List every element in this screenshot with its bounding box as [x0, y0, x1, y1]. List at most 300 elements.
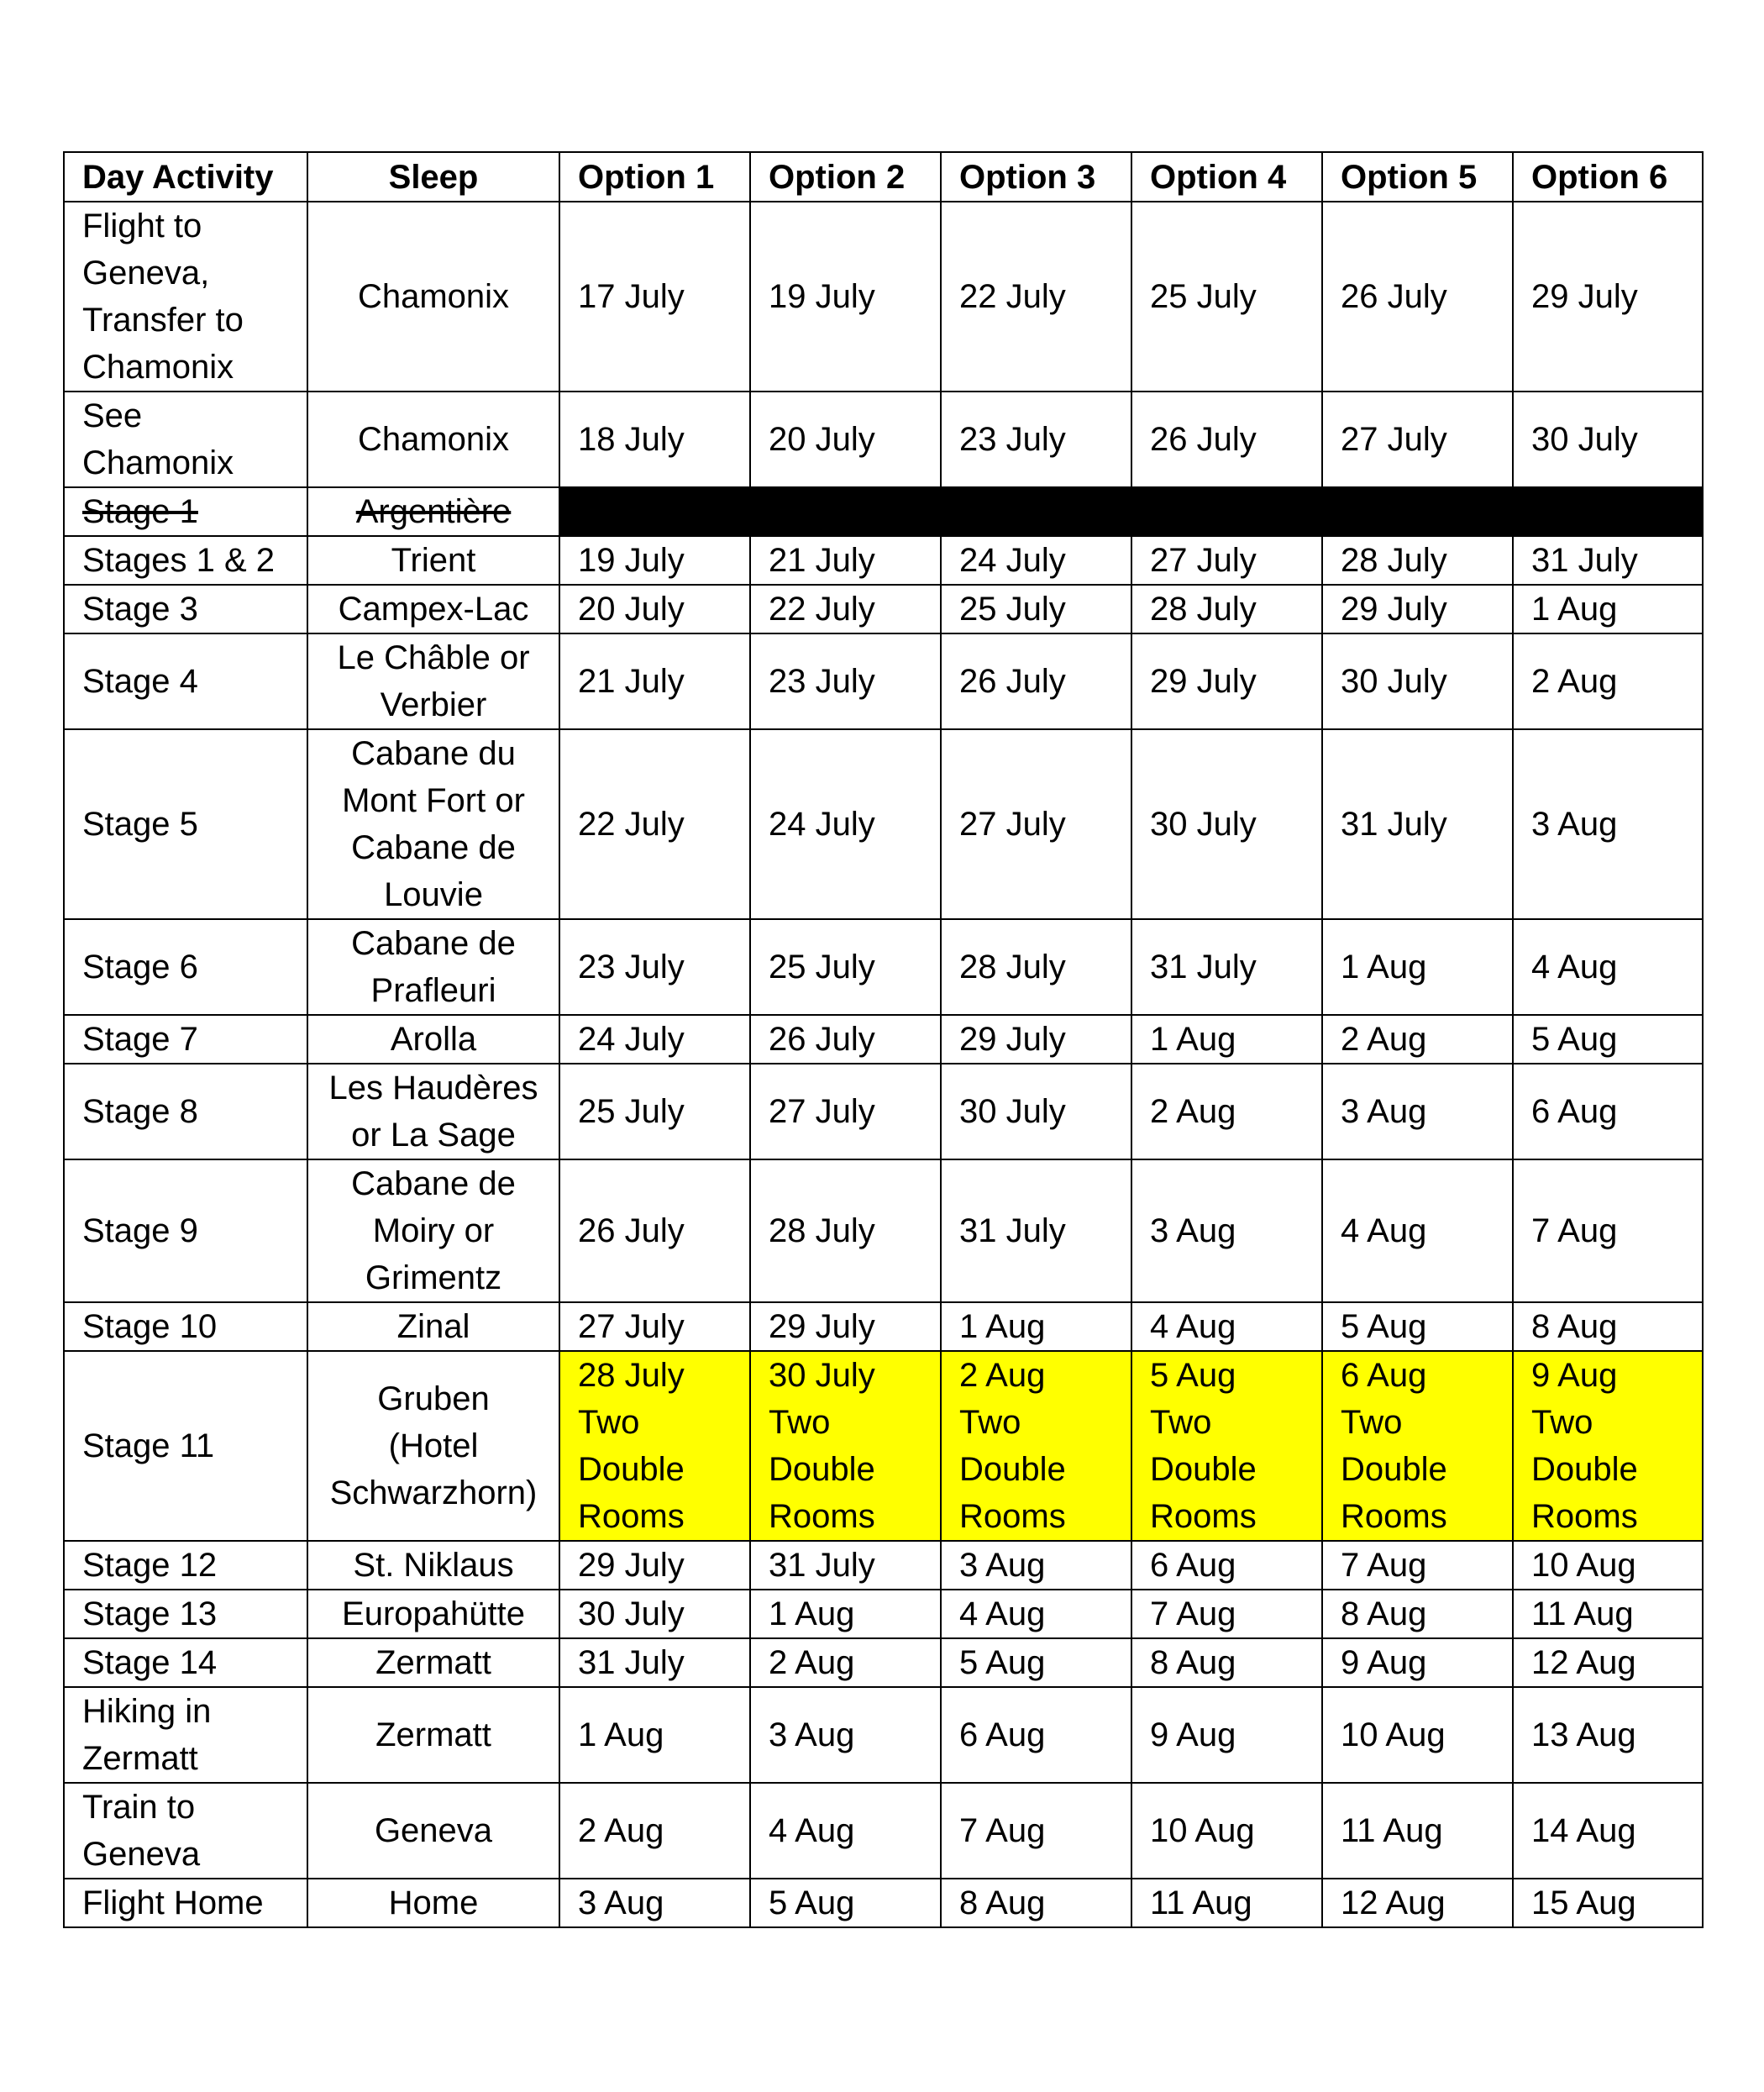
option-date-cell [559, 1302, 750, 1351]
option-date-cell [1322, 1302, 1513, 1351]
sleep-location-text: Chamonix [357, 278, 510, 315]
option-date-text: 18 July [578, 421, 685, 458]
option-date-text: 11 Aug [1150, 1884, 1252, 1921]
option-date-cell [750, 585, 941, 633]
sleep-location-text: Cabane de [351, 829, 516, 866]
option-date-cell [559, 1064, 750, 1159]
option-date-cell [1513, 1879, 1703, 1927]
blocked-date-cell [559, 487, 750, 536]
day-activity-cell [64, 1783, 307, 1879]
room-note-text: Two [1531, 1404, 1593, 1441]
table-row [64, 1638, 1703, 1687]
option-date-cell [750, 633, 941, 729]
option-date-text: 10 Aug [1341, 1716, 1446, 1753]
option-date-cell [1131, 1302, 1322, 1351]
option-date-cell [1513, 1064, 1703, 1159]
day-activity-text: Stage 3 [82, 591, 198, 628]
day-activity-text: Geneva [82, 1836, 201, 1873]
sleep-location-cell [307, 1302, 559, 1351]
sleep-location-text: Schwarzhorn) [329, 1474, 538, 1511]
option-date-text: 1 Aug [769, 1595, 855, 1632]
option-date-cell [1131, 585, 1322, 633]
option-date-text: 27 July [959, 806, 1066, 843]
option-date-cell [941, 1302, 1131, 1351]
header-day-activity: Day Activity [64, 152, 307, 202]
sleep-location-cell [307, 1541, 559, 1590]
option-date-text: 11 Aug [1341, 1812, 1443, 1849]
option-date-text: 29 July [1531, 278, 1638, 315]
table-row [64, 202, 1703, 392]
option-date-text: 9 Aug [1341, 1644, 1427, 1681]
room-note-text: Rooms [1531, 1498, 1638, 1535]
sleep-location-text: Cabane du [351, 735, 516, 772]
option-date-text: 10 Aug [1531, 1547, 1636, 1584]
option-date-text: 7 Aug [1531, 1212, 1618, 1249]
option-date-cell [1513, 729, 1703, 919]
option-date-text: 28 July [1150, 591, 1257, 628]
room-note-text: Double [1150, 1451, 1257, 1488]
room-note-text: Rooms [769, 1498, 875, 1535]
option-date-text: 31 July [959, 1212, 1066, 1249]
option-date-cell [941, 729, 1131, 919]
option-date-cell [750, 919, 941, 1015]
table-row [64, 1879, 1703, 1927]
option-date-text: 22 July [959, 278, 1066, 315]
option-date-text: 31 July [1341, 806, 1447, 843]
option-date-text: 23 July [578, 949, 685, 986]
table-row [64, 919, 1703, 1015]
option-date-cell [1131, 1638, 1322, 1687]
day-activity-cell [64, 1064, 307, 1159]
day-activity-cell [64, 1302, 307, 1351]
day-activity-cell [64, 1159, 307, 1302]
option-date-text: 31 July [578, 1644, 685, 1681]
option-date-text: 30 July [959, 1093, 1066, 1130]
sleep-location-text: Zinal [396, 1308, 470, 1345]
option-date-text: 4 Aug [1531, 949, 1618, 986]
option-date-text: 24 July [769, 806, 875, 843]
day-activity-text: Flight Home [82, 1884, 264, 1921]
option-date-cell [1322, 536, 1513, 585]
sleep-location-text: Geneva [374, 1812, 493, 1849]
option-date-text: 19 July [769, 278, 875, 315]
table-row [64, 487, 1703, 536]
option-date-text: 6 Aug [959, 1716, 1046, 1753]
blocked-date-cell [941, 487, 1131, 536]
sleep-location-cell [307, 536, 559, 585]
sleep-location-text: Grimentz [365, 1259, 502, 1296]
room-note-text: Double [578, 1451, 685, 1488]
option-date-cell [1322, 1590, 1513, 1638]
option-date-text: 7 Aug [1341, 1547, 1427, 1584]
day-activity-cell [64, 392, 307, 487]
option-date-cell [941, 1015, 1131, 1064]
header-option-2: Option 2 [750, 152, 941, 202]
sleep-location-text: Cabane de [351, 925, 516, 962]
option-date-text: 26 July [578, 1212, 685, 1249]
table-row [64, 1351, 1703, 1541]
sleep-location-cell [307, 1687, 559, 1783]
day-activity-cell [64, 1638, 307, 1687]
option-date-text: 26 July [959, 663, 1066, 700]
option-date-text: 25 July [769, 949, 875, 986]
option-date-text: 22 July [578, 806, 685, 843]
room-note-text: Rooms [959, 1498, 1066, 1535]
day-activity-text: Stage 5 [82, 806, 198, 843]
room-note-text: Two [769, 1404, 831, 1441]
option-date-cell [1131, 536, 1322, 585]
option-date-cell [1322, 392, 1513, 487]
day-activity-cell [64, 633, 307, 729]
option-date-text: 26 July [769, 1021, 875, 1058]
sleep-location-text: Moiry or [372, 1212, 495, 1249]
option-date-text: 8 Aug [1341, 1595, 1427, 1632]
option-date-cell [1513, 1302, 1703, 1351]
option-date-text: 11 Aug [1531, 1595, 1634, 1632]
option-date-text: 12 Aug [1531, 1644, 1636, 1681]
option-date-text: 2 Aug [578, 1812, 664, 1849]
option-date-cell [559, 1590, 750, 1638]
option-date-cell [1513, 1590, 1703, 1638]
option-date-text: 30 July [769, 1357, 875, 1394]
day-activity-text: Stage 4 [82, 663, 198, 700]
table-row [64, 392, 1703, 487]
option-date-text: 30 July [1150, 806, 1257, 843]
option-date-cell [1131, 202, 1322, 392]
header-sleep: Sleep [307, 152, 559, 202]
option-date-text: 30 July [1531, 421, 1638, 458]
option-date-text: 7 Aug [1150, 1595, 1236, 1632]
option-date-text: 23 July [959, 421, 1066, 458]
option-date-text: 4 Aug [1341, 1212, 1427, 1249]
sleep-location-cell [307, 1159, 559, 1302]
option-date-text: 20 July [578, 591, 685, 628]
option-date-cell [750, 1302, 941, 1351]
option-date-cell [1513, 1783, 1703, 1879]
option-date-cell [559, 1638, 750, 1687]
day-activity-cell [64, 202, 307, 392]
day-activity-cell [64, 1687, 307, 1783]
day-activity-cell [64, 919, 307, 1015]
option-date-cell [941, 919, 1131, 1015]
option-date-cell [1322, 633, 1513, 729]
option-date-cell [750, 1783, 941, 1879]
option-date-text: 20 July [769, 421, 875, 458]
option-date-text: 25 July [959, 591, 1066, 628]
option-date-text: 3 Aug [1341, 1093, 1427, 1130]
room-note-text: Double [1341, 1451, 1447, 1488]
table-row [64, 1064, 1703, 1159]
sleep-location-text: Chamonix [357, 421, 510, 458]
option-date-cell [1513, 1159, 1703, 1302]
option-date-cell [941, 1351, 1131, 1541]
sleep-location-cell [307, 919, 559, 1015]
option-date-cell [941, 1687, 1131, 1783]
table-row [64, 536, 1703, 585]
option-date-cell [1513, 1541, 1703, 1590]
option-date-cell [941, 1541, 1131, 1590]
day-activity-text: Train to [82, 1789, 196, 1826]
option-date-text: 5 Aug [1531, 1021, 1618, 1058]
option-date-cell [1131, 1783, 1322, 1879]
option-date-cell [1322, 1159, 1513, 1302]
day-activity-text: Geneva, [82, 255, 210, 292]
option-date-text: 29 July [769, 1308, 875, 1345]
header-option-4: Option 4 [1131, 152, 1322, 202]
option-date-cell [1322, 1351, 1513, 1541]
option-date-cell [1322, 1541, 1513, 1590]
option-date-cell [750, 1638, 941, 1687]
table-row [64, 1302, 1703, 1351]
option-date-text: 15 Aug [1531, 1884, 1636, 1921]
option-date-cell [1131, 1879, 1322, 1927]
day-activity-text: Stages 1 & 2 [82, 542, 276, 579]
option-date-text: 24 July [959, 542, 1066, 579]
option-date-text: 27 July [578, 1308, 685, 1345]
room-note-text: Rooms [1150, 1498, 1257, 1535]
sleep-location-cell [307, 633, 559, 729]
day-activity-text: Stage 6 [82, 949, 198, 986]
sleep-location-cell [307, 487, 559, 536]
option-date-cell [750, 1159, 941, 1302]
option-date-text: 29 July [578, 1547, 685, 1584]
day-activity-text: Stage 11 [82, 1427, 215, 1464]
sleep-location-text: or La Sage [351, 1117, 516, 1154]
option-date-cell [559, 1687, 750, 1783]
option-date-cell [941, 1783, 1131, 1879]
day-activity-text: Stage 9 [82, 1212, 198, 1249]
option-date-text: 3 Aug [959, 1547, 1046, 1584]
option-date-cell [1131, 633, 1322, 729]
option-date-text: 3 Aug [1531, 806, 1618, 843]
day-activity-text: Stage 1 [82, 493, 198, 530]
sleep-location-text: Louvie [384, 876, 483, 913]
option-date-cell [1513, 1638, 1703, 1687]
day-activity-cell [64, 1590, 307, 1638]
option-date-text: 9 Aug [1150, 1716, 1236, 1753]
option-date-cell [1513, 919, 1703, 1015]
header-row [64, 152, 1703, 202]
blocked-date-cell [750, 487, 941, 536]
table-row [64, 1687, 1703, 1783]
day-activity-text: Hiking in [82, 1693, 212, 1730]
option-date-text: 23 July [769, 663, 875, 700]
table-body [64, 202, 1703, 1927]
option-date-cell [559, 392, 750, 487]
day-activity-cell [64, 729, 307, 919]
option-date-cell [1513, 1687, 1703, 1783]
header-option-1: Option 1 [559, 152, 750, 202]
option-date-cell [941, 536, 1131, 585]
sleep-location-text: Argentière [355, 493, 512, 530]
day-activity-text: Stage 14 [82, 1644, 218, 1681]
option-date-cell [1322, 1015, 1513, 1064]
option-date-text: 29 July [1150, 663, 1257, 700]
day-activity-text: Stage 10 [82, 1308, 218, 1345]
option-date-cell [1322, 1638, 1513, 1687]
table-row [64, 1590, 1703, 1638]
option-date-text: 4 Aug [959, 1595, 1046, 1632]
option-date-text: 2 Aug [1341, 1021, 1427, 1058]
option-date-cell [1513, 1351, 1703, 1541]
option-date-cell [941, 1064, 1131, 1159]
table-row [64, 1541, 1703, 1590]
option-date-cell [559, 202, 750, 392]
option-date-cell [750, 536, 941, 585]
day-activity-cell [64, 585, 307, 633]
option-date-text: 6 Aug [1150, 1547, 1236, 1584]
room-note-text: Two [1150, 1404, 1212, 1441]
option-date-text: 19 July [578, 542, 685, 579]
table-header [64, 152, 1703, 202]
day-activity-text: Zermatt [82, 1740, 198, 1777]
day-activity-text: Stage 12 [82, 1547, 218, 1584]
option-date-cell [1131, 1351, 1322, 1541]
sleep-location-text: Les Haudères [328, 1070, 538, 1106]
option-date-text: 6 Aug [1531, 1093, 1618, 1130]
option-date-cell [1513, 536, 1703, 585]
option-date-text: 27 July [769, 1093, 875, 1130]
room-note-text: Two [1341, 1404, 1403, 1441]
table-row [64, 1783, 1703, 1879]
option-date-cell [750, 202, 941, 392]
sleep-location-text: Verbier [380, 686, 487, 723]
room-note-text: Two [959, 1404, 1021, 1441]
option-date-text: 26 July [1150, 421, 1257, 458]
sleep-location-cell [307, 392, 559, 487]
option-date-cell [1513, 633, 1703, 729]
option-date-text: 31 July [1531, 542, 1638, 579]
sleep-location-text: Gruben [377, 1380, 490, 1417]
sleep-location-cell [307, 1064, 559, 1159]
option-date-text: 26 July [1341, 278, 1447, 315]
option-date-cell [1322, 729, 1513, 919]
option-date-cell [559, 1351, 750, 1541]
option-date-cell [1322, 919, 1513, 1015]
table-row [64, 1159, 1703, 1302]
option-date-text: 8 Aug [1531, 1308, 1618, 1345]
option-date-cell [1322, 202, 1513, 392]
day-activity-cell [64, 487, 307, 536]
option-date-text: 5 Aug [1341, 1308, 1427, 1345]
sleep-location-text: Zermatt [375, 1716, 491, 1753]
day-activity-text: Flight to [82, 208, 202, 244]
option-date-text: 5 Aug [959, 1644, 1046, 1681]
option-date-text: 3 Aug [1150, 1212, 1236, 1249]
option-date-text: 22 July [769, 591, 875, 628]
option-date-cell [750, 1015, 941, 1064]
option-date-cell [559, 729, 750, 919]
room-note-text: Double [769, 1451, 875, 1488]
option-date-cell [750, 1879, 941, 1927]
option-date-text: 1 Aug [1341, 949, 1427, 986]
sleep-location-text: (Hotel [388, 1427, 479, 1464]
option-date-text: 29 July [959, 1021, 1066, 1058]
option-date-text: 14 Aug [1531, 1812, 1636, 1849]
table-row [64, 585, 1703, 633]
blocked-date-cell [1322, 487, 1513, 536]
option-date-cell [1322, 1879, 1513, 1927]
option-date-text: 2 Aug [1150, 1093, 1236, 1130]
room-note-text: Two [578, 1404, 640, 1441]
option-date-cell [941, 1638, 1131, 1687]
option-date-text: 28 July [1341, 542, 1447, 579]
option-date-text: 2 Aug [1531, 663, 1618, 700]
header-option-3: Option 3 [941, 152, 1131, 202]
option-date-cell [559, 585, 750, 633]
sleep-location-text: Home [388, 1884, 479, 1921]
sleep-location-text: Prafleuri [370, 972, 496, 1009]
option-date-cell [559, 1159, 750, 1302]
option-date-cell [559, 1879, 750, 1927]
sleep-location-cell [307, 585, 559, 633]
option-date-text: 1 Aug [1531, 591, 1618, 628]
option-date-cell [750, 1351, 941, 1541]
sleep-location-text: Europahütte [342, 1595, 525, 1632]
option-date-text: 21 July [769, 542, 875, 579]
sleep-location-cell [307, 202, 559, 392]
option-date-cell [1131, 392, 1322, 487]
day-activity-cell [64, 536, 307, 585]
option-date-text: 28 July [769, 1212, 875, 1249]
option-date-cell [1131, 1064, 1322, 1159]
option-date-cell [1131, 1687, 1322, 1783]
option-date-text: 17 July [578, 278, 685, 315]
option-date-text: 7 Aug [959, 1812, 1046, 1849]
option-date-text: 3 Aug [578, 1884, 664, 1921]
option-date-cell [1131, 1159, 1322, 1302]
option-date-cell [941, 392, 1131, 487]
option-date-text: 27 July [1341, 421, 1447, 458]
sleep-location-text: Mont Fort or [342, 782, 525, 819]
option-date-cell [1513, 585, 1703, 633]
sleep-location-cell [307, 729, 559, 919]
option-date-text: 1 Aug [959, 1308, 1046, 1345]
option-date-cell [750, 392, 941, 487]
sleep-location-text: Le Châble or [337, 639, 530, 676]
option-date-text: 1 Aug [578, 1716, 664, 1753]
option-date-cell [1131, 1590, 1322, 1638]
option-date-cell [941, 1159, 1131, 1302]
option-date-cell [1513, 1015, 1703, 1064]
sleep-location-cell [307, 1351, 559, 1541]
option-date-text: 31 July [1150, 949, 1257, 986]
header-option-6: Option 6 [1513, 152, 1703, 202]
option-date-cell [1131, 1541, 1322, 1590]
header-option-5: Option 5 [1322, 152, 1513, 202]
day-activity-cell [64, 1015, 307, 1064]
day-activity-text: Chamonix [82, 444, 234, 481]
day-activity-text: See [82, 397, 143, 434]
option-date-text: 25 July [578, 1093, 685, 1130]
option-date-cell [1322, 1687, 1513, 1783]
option-date-cell [559, 1541, 750, 1590]
option-date-text: 9 Aug [1531, 1357, 1618, 1394]
option-date-cell [941, 1879, 1131, 1927]
option-date-cell [1131, 729, 1322, 919]
option-date-text: 13 Aug [1531, 1716, 1636, 1753]
table-row [64, 633, 1703, 729]
room-note-text: Double [1531, 1451, 1638, 1488]
day-activity-cell [64, 1541, 307, 1590]
option-date-cell [559, 1783, 750, 1879]
room-note-text: Rooms [578, 1498, 685, 1535]
option-date-cell [1322, 585, 1513, 633]
option-date-cell [750, 1541, 941, 1590]
day-activity-text: Stage 7 [82, 1021, 198, 1058]
option-date-text: 28 July [959, 949, 1066, 986]
option-date-cell [559, 633, 750, 729]
